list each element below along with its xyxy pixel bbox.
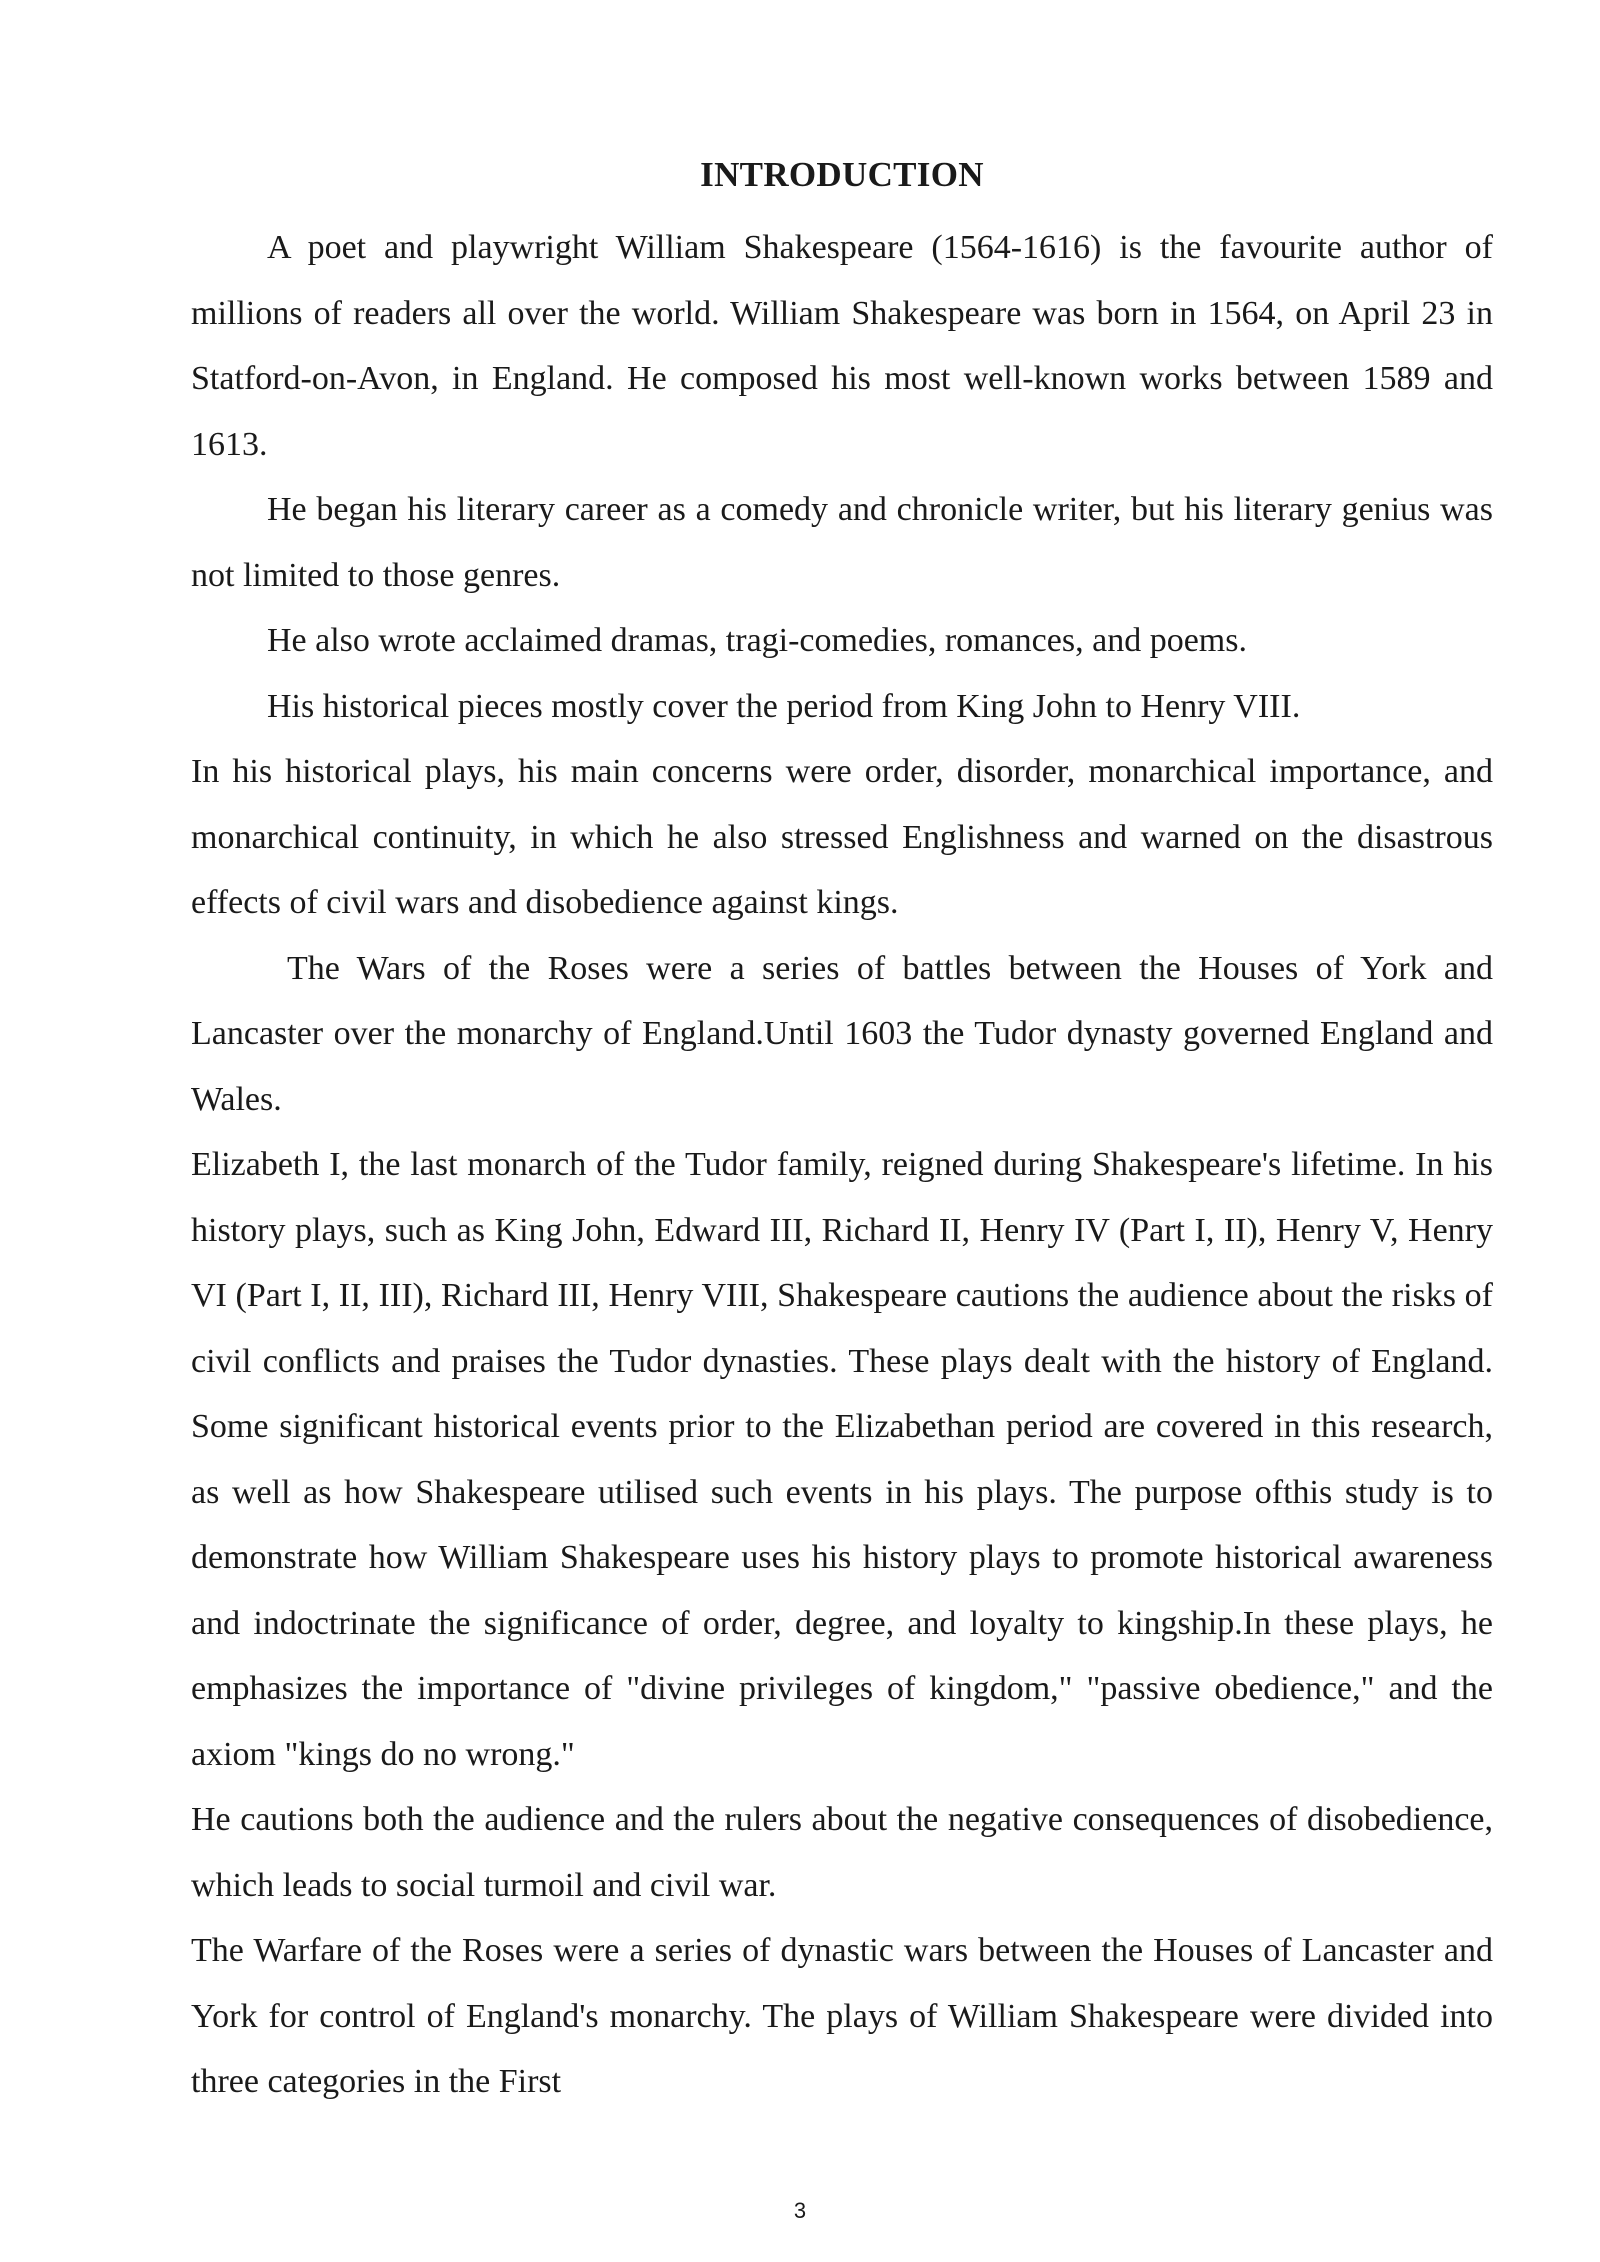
paragraph-5: In his historical plays, his main concerns were order, disorder, monarchical importance, and monarchical continuity, in which he also stressed Englishness and warned on the disastrous effects of civil wars and disobedience against kings. bbox=[191, 753, 1493, 921]
page-title: INTRODUCTION bbox=[700, 155, 984, 194]
paragraph-8: He cautions both the audience and the rulers about the negative consequences of disobedience, which leads to social turmoil and civil war. bbox=[191, 1801, 1493, 1904]
paragraph-6: The Wars of the Roses were a series of battles between the Houses of York and Lancaster over the monarchy of England.Until 1603 the Tudor dynasty governed England and Wales. bbox=[191, 949, 1493, 1118]
document-page bbox=[191, 150, 1493, 2115]
paragraph-1: A poet and playwright William Shakespeare (1564-1616) is the favourite author of millions of readers all over the world. William Shakespeare was born in 1564, on April 23 in Statford-on-Avon, in England. He composed his most well-known works between 1589 and 1613. bbox=[191, 229, 1493, 463]
paragraph-7: Elizabeth I, the last monarch of the Tudor family, reigned during Shakespeare's lifetime. In his history plays, such as King John, Edward III, Richard II, Henry IV (Part I, II), Henry V, Henry VI (Part I, II, III), Richard III, Henry VIII, Shakespeare cautions the audience about the risks of civil conflicts and praises the Tudor dynasties. These plays dealt with the history of England. Some significant historical events prior to the Elizabethan period are covered in this research, as well as how Shakespeare utilised such events in his plays. The purpose ofthis study is to demonstrate how William Shakespeare uses his history plays to promote historical awareness and indoctrinate the significance of order, degree, and loyalty to kingship.In these plays, he emphasizes the importance of "divine privileges of kingdom," "passive obedience," and the axiom "kings do no wrong." bbox=[191, 1146, 1493, 1773]
paragraph-9: The Warfare of the Roses were a series of dynastic wars between the Houses of Lancaster and York for control of England's monarchy. The plays of William Shakespeare were divided into three categories in the First bbox=[191, 1932, 1493, 2100]
paragraph-4: His historical pieces mostly cover the period from King John to Henry VIII. bbox=[267, 687, 1301, 725]
paragraph-3: He also wrote acclaimed dramas, tragi-comedies, romances, and poems. bbox=[267, 622, 1247, 659]
page-number: 3 bbox=[793, 2198, 807, 2223]
paragraph-2: He began his literary career as a comedy and chronicle writer, but his literary genius was not limited to those genres. bbox=[191, 491, 1493, 594]
